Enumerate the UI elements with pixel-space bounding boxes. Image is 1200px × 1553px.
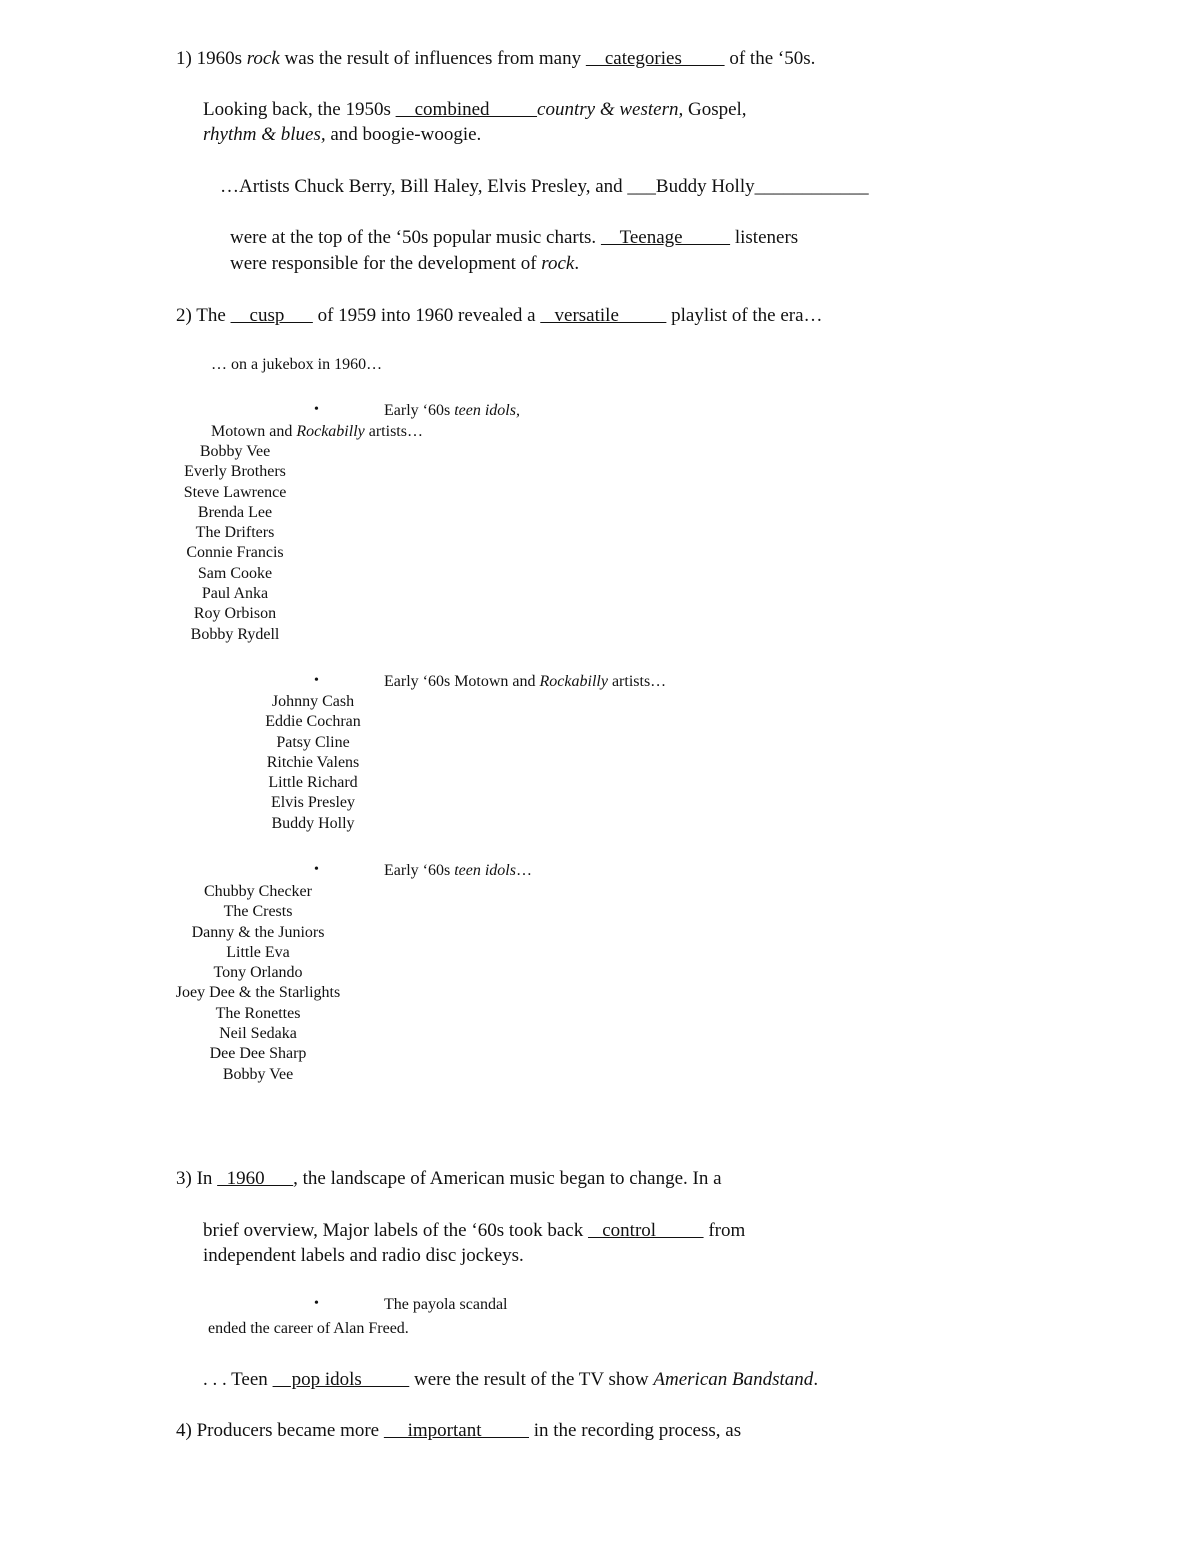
answer-blank[interactable]: 1960 — [217, 1168, 294, 1189]
list-item: Bobby Rydell — [190, 625, 280, 643]
text: playlist of the era… — [666, 305, 823, 326]
q3-line2 — [203, 1220, 745, 1242]
em-text: teen idols, — [454, 402, 520, 419]
text: 2) The — [176, 305, 231, 326]
list-item: Johnny Cash — [271, 693, 355, 710]
text: 4) Producers became more — [176, 1420, 384, 1441]
list-item: Joey Dee & the Starlights — [175, 984, 341, 1002]
q4-line1 — [176, 1420, 741, 1442]
em-text: American Bandstand — [653, 1369, 814, 1390]
text: were at the top of the ‘50s popular music charts. — [230, 227, 601, 248]
list-item: The Ronettes — [215, 1004, 301, 1022]
text: 3) In — [176, 1168, 218, 1189]
bullet-icon: • — [314, 673, 319, 688]
text: Looking back, the 1950s — [203, 99, 396, 120]
text: from — [703, 1220, 746, 1241]
list-item: Bobby Vee — [199, 443, 271, 460]
bullet-icon: • — [314, 402, 319, 417]
em-text: country & western, — [537, 99, 684, 120]
em-text: Rockabilly — [539, 673, 608, 690]
q1-line1 — [176, 48, 815, 70]
group3-heading — [384, 861, 532, 881]
text: . . . Teen — [203, 1369, 273, 1390]
q1-line2 — [203, 99, 747, 121]
list-item: Tony Orlando — [213, 964, 303, 982]
text: in the recording process, as — [529, 1420, 742, 1441]
list-item: Patsy Cline — [276, 733, 350, 751]
bullet-icon: • — [314, 1296, 319, 1311]
em-text: teen idols — [454, 862, 516, 879]
text: Gospel, — [683, 99, 747, 120]
em-text: Rockabilly — [296, 423, 365, 440]
group1-subheading — [211, 422, 423, 442]
text: listeners — [730, 227, 799, 248]
em-text: rock — [246, 48, 280, 69]
q2-line1 — [176, 305, 823, 327]
text: Motown and — [211, 423, 297, 440]
text: 1) 1960s — [176, 48, 247, 69]
answer-blank[interactable]: categories — [585, 48, 725, 69]
text: of 1959 into 1960 revealed a — [312, 305, 541, 326]
text: . — [813, 1369, 819, 1390]
list-item: Chubby Checker — [204, 883, 312, 900]
text: was the result of influences from many — [279, 48, 586, 69]
group1-heading — [384, 401, 520, 421]
text: artists… — [364, 423, 423, 440]
q1-line6 — [230, 253, 579, 275]
text: … — [515, 862, 532, 879]
answer-blank[interactable]: important — [383, 1420, 529, 1441]
answer-blank[interactable]: combined — [395, 99, 538, 120]
list-item: Sam Cooke — [197, 564, 273, 582]
q1-line3 — [203, 124, 481, 146]
answer-blank[interactable]: versatile — [540, 305, 667, 326]
text: of the ‘50s. — [724, 48, 816, 69]
artist-list-2 — [238, 692, 388, 834]
q3-line1 — [176, 1168, 722, 1190]
artist-list-1 — [160, 442, 310, 645]
answer-blank[interactable]: ___Buddy Holly____________ — [627, 176, 869, 197]
answer-blank[interactable]: pop idols — [272, 1369, 410, 1390]
list-item: Connie Francis — [186, 544, 284, 562]
group2-heading — [384, 672, 666, 692]
jukebox-note: … on a jukebox in 1960… — [211, 356, 383, 373]
text: Early ‘60s Motown and — [384, 673, 540, 690]
q1-line5 — [230, 227, 798, 249]
q3-line3: independent labels and radio disc jockeys. — [203, 1245, 524, 1266]
em-text: rock — [541, 253, 575, 274]
bullet-icon: • — [314, 862, 319, 877]
text: Early ‘60s — [384, 862, 455, 879]
em-text: rhythm & blues, — [203, 124, 326, 145]
q3-line4 — [203, 1369, 818, 1391]
text: …Artists Chuck Berry, Bill Haley, Elvis Presley, and — [220, 176, 628, 197]
list-item: Little Richard — [268, 774, 358, 792]
list-item: The Crests — [223, 903, 293, 921]
text: brief overview, Major labels of the ‘60s took back — [203, 1220, 588, 1241]
answer-blank[interactable]: control — [587, 1220, 704, 1241]
answer-blank[interactable]: cusp — [230, 305, 313, 326]
artist-list-3 — [168, 882, 348, 1085]
list-item: Dee Dee Sharp — [209, 1045, 307, 1063]
list-item: Ritchie Valens — [266, 753, 360, 771]
list-item: Roy Orbison — [193, 605, 277, 623]
text: Early ‘60s — [384, 402, 455, 419]
payola-sub: ended the career of Alan Freed. — [208, 1320, 409, 1337]
text: were the result of the TV show — [409, 1369, 654, 1390]
list-item: Danny & the Juniors — [191, 923, 325, 941]
list-item: The Drifters — [195, 524, 275, 542]
list-item: Everly Brothers — [184, 463, 286, 481]
list-item: Elvis Presley — [271, 794, 355, 812]
list-item: Neil Sedaka — [219, 1025, 297, 1043]
list-item: Little Eva — [226, 943, 290, 961]
list-item: Brenda Lee — [197, 503, 273, 521]
answer-blank[interactable]: Teenage — [600, 227, 731, 248]
list-item: Buddy Holly — [271, 814, 355, 832]
text: artists… — [607, 673, 667, 690]
text: , the landscape of American music began to change. In a — [293, 1168, 722, 1189]
text: and boogie-woogie. — [325, 124, 482, 145]
text: were responsible for the development of — [230, 253, 542, 274]
list-item: Bobby Vee — [222, 1065, 294, 1083]
list-item: Eddie Cochran — [265, 713, 361, 731]
q1-line4 — [220, 176, 869, 198]
list-item: Paul Anka — [201, 585, 269, 603]
payola-heading: The payola scandal — [384, 1296, 508, 1313]
text: . — [574, 253, 580, 274]
list-item: Steve Lawrence — [183, 483, 287, 501]
